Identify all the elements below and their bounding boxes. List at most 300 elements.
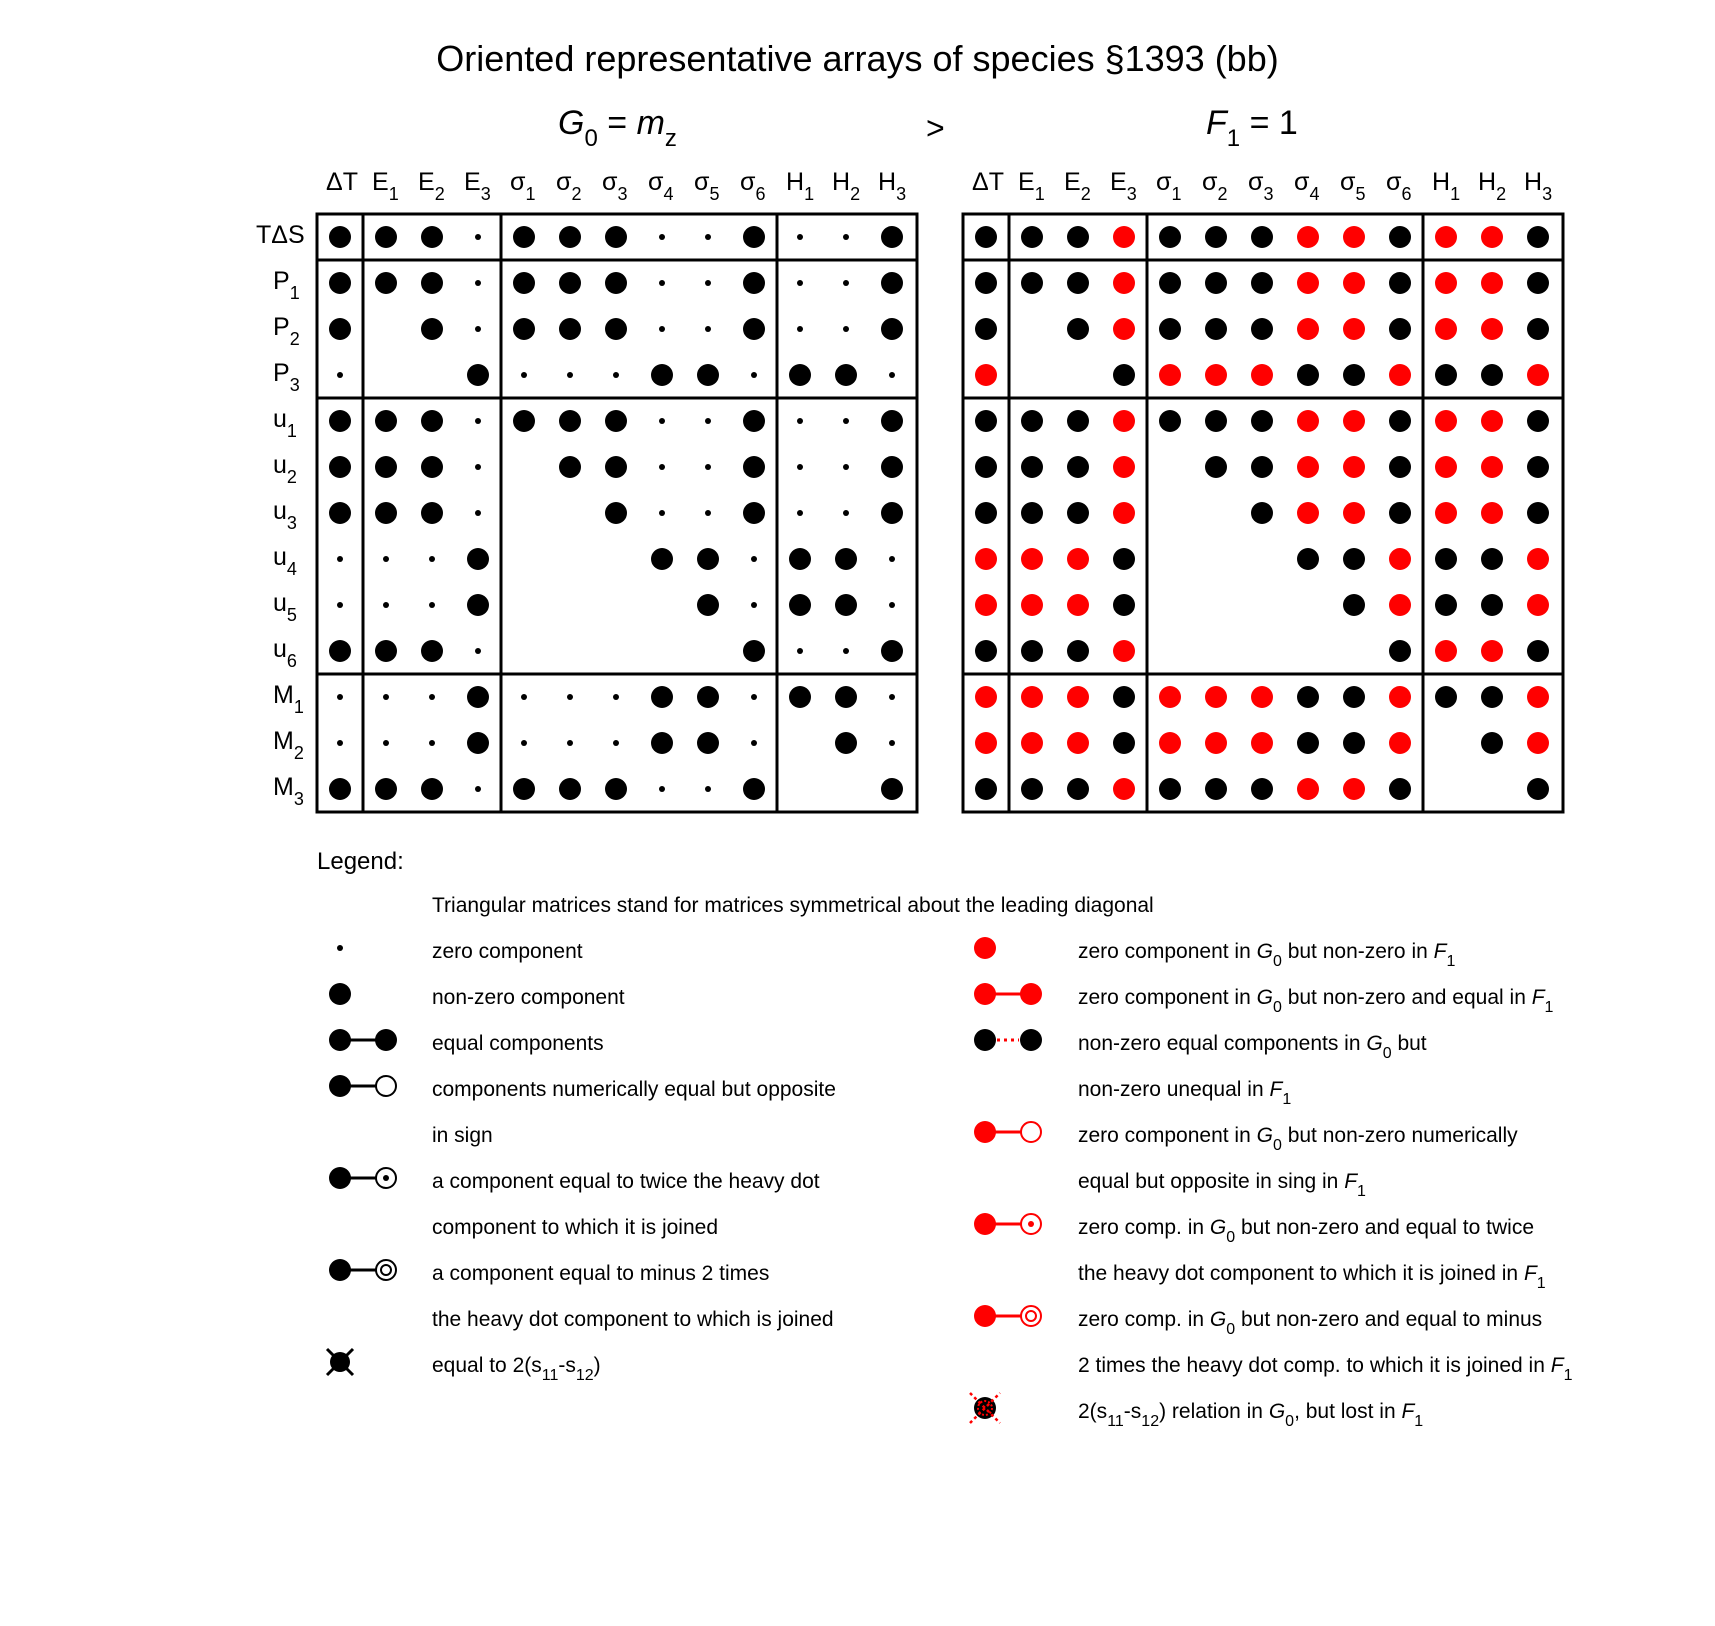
nonzero-dot bbox=[559, 272, 581, 294]
nonzero-dot bbox=[1481, 732, 1503, 754]
red-dot bbox=[1021, 548, 1043, 570]
comparison-symbol: > bbox=[926, 110, 945, 146]
zero-dot bbox=[705, 326, 711, 332]
nonzero-dot bbox=[975, 410, 997, 432]
red-twice-center-dot bbox=[1028, 1221, 1034, 1227]
zero-dot bbox=[797, 648, 803, 654]
nonzero-dot bbox=[513, 410, 535, 432]
left-matrix-heading: $G_0 = m_z$ bbox=[558, 104, 677, 152]
red-dot bbox=[1389, 364, 1411, 386]
nonzero-dot bbox=[835, 364, 857, 386]
red-dot bbox=[1481, 456, 1503, 478]
zero-dot bbox=[613, 372, 619, 378]
nonzero-dot bbox=[559, 226, 581, 248]
nonzero-dot bbox=[375, 778, 397, 800]
right-matrix-heading: $F_1 = 1$ bbox=[1206, 104, 1298, 152]
red-dot bbox=[1527, 364, 1549, 386]
zero-dot bbox=[843, 418, 849, 424]
label-text: E bbox=[418, 168, 435, 196]
nonzero-dot bbox=[1159, 272, 1181, 294]
red-dot bbox=[1389, 686, 1411, 708]
nonzero-dot bbox=[1205, 226, 1227, 248]
red-dot bbox=[1159, 364, 1181, 386]
label-text: ΔT bbox=[326, 168, 358, 196]
zero-dot bbox=[567, 372, 573, 378]
red-dot bbox=[1297, 318, 1319, 340]
nonzero-dot bbox=[329, 318, 351, 340]
label-text: H bbox=[1478, 168, 1497, 196]
nonzero-dot bbox=[1113, 364, 1135, 386]
nonzero-dot bbox=[1527, 640, 1549, 662]
nonzero-dot bbox=[975, 502, 997, 524]
label-text: TΔS bbox=[256, 221, 305, 249]
nonzero-dot bbox=[605, 226, 627, 248]
red-dot bbox=[975, 732, 997, 754]
red-dot bbox=[1205, 732, 1227, 754]
nonzero-dot bbox=[1343, 548, 1365, 570]
label-sub: 3 bbox=[480, 184, 491, 204]
nonzero-dot bbox=[789, 594, 811, 616]
label-text: E bbox=[1018, 168, 1035, 196]
nonzero-dot bbox=[975, 318, 997, 340]
nonzero-dot bbox=[1527, 456, 1549, 478]
label-text: P bbox=[273, 267, 290, 295]
legend-zero: zero component bbox=[432, 940, 583, 963]
nonzero-dot bbox=[697, 594, 719, 616]
nonzero-dot bbox=[975, 640, 997, 662]
zero-dot bbox=[889, 740, 895, 746]
legend-red-zero: zero component in $G_0$ but non-zero in $F_1$ bbox=[1078, 940, 1456, 970]
nonzero-dot bbox=[743, 778, 765, 800]
legend-minus2-1: a component equal to minus 2 times bbox=[432, 1262, 770, 1285]
label-text: P bbox=[273, 359, 290, 387]
red-dot bbox=[1021, 594, 1043, 616]
red-dot bbox=[1527, 594, 1549, 616]
nonzero-dot bbox=[329, 640, 351, 662]
zero-dot bbox=[521, 740, 527, 746]
zero-dot bbox=[475, 418, 481, 424]
lost-equal-symbol bbox=[1020, 1029, 1042, 1051]
nonzero-dot bbox=[1159, 778, 1181, 800]
label-sub: 3 bbox=[896, 184, 907, 204]
red-dot bbox=[1021, 686, 1043, 708]
label-sub: 1 bbox=[525, 184, 536, 204]
label-text: E bbox=[1064, 168, 1081, 196]
red-dot bbox=[1481, 318, 1503, 340]
nonzero-dot bbox=[1113, 594, 1135, 616]
label-sub: 3 bbox=[1263, 184, 1274, 204]
nonzero-dot bbox=[975, 456, 997, 478]
label-sub: 1 bbox=[1171, 184, 1182, 204]
nonzero-dot bbox=[881, 226, 903, 248]
nonzero-dot bbox=[697, 548, 719, 570]
red-dot bbox=[1159, 732, 1181, 754]
legend-s11: equal to $2(s_{11}-s_{12})$ bbox=[432, 1354, 601, 1384]
label-sub: 2 bbox=[571, 184, 582, 204]
nonzero-dot bbox=[559, 778, 581, 800]
zero-dot bbox=[429, 602, 435, 608]
nonzero-dot bbox=[1021, 272, 1043, 294]
zero-dot bbox=[705, 464, 711, 470]
label-text: M bbox=[273, 727, 294, 755]
lost-equal-symbol bbox=[974, 1029, 996, 1051]
red-dot bbox=[1067, 548, 1089, 570]
red-dot bbox=[1481, 640, 1503, 662]
red-zero-symbol bbox=[974, 937, 996, 959]
label-text: u bbox=[273, 543, 287, 571]
red-dot bbox=[1159, 686, 1181, 708]
nonzero-dot bbox=[697, 364, 719, 386]
legend-equal: equal components bbox=[432, 1032, 604, 1055]
nonzero-dot bbox=[375, 640, 397, 662]
red-dot bbox=[1113, 410, 1135, 432]
label-text: E bbox=[372, 168, 389, 196]
nonzero-dot bbox=[1389, 640, 1411, 662]
red-dot bbox=[975, 686, 997, 708]
zero-dot bbox=[889, 694, 895, 700]
nonzero-dot bbox=[1527, 226, 1549, 248]
zero-dot bbox=[797, 464, 803, 470]
nonzero-dot bbox=[1067, 502, 1089, 524]
nonzero-dot bbox=[1389, 318, 1411, 340]
red-dot bbox=[1389, 548, 1411, 570]
nonzero-dot bbox=[697, 732, 719, 754]
legend-s11-lost: $2(s_{11}-s_{12})$ relation in $G_0$, but lost in $F_1$ bbox=[1078, 1400, 1424, 1430]
label-text: ΔT bbox=[972, 168, 1004, 196]
nonzero-dot bbox=[1297, 364, 1319, 386]
legend-red-equal: zero component in $G_0$ but non-zero and equal in $F_1$ bbox=[1078, 986, 1554, 1016]
nonzero-dot bbox=[975, 272, 997, 294]
nonzero-dot bbox=[605, 272, 627, 294]
label-sub: 4 bbox=[286, 559, 297, 579]
nonzero-dot bbox=[1205, 456, 1227, 478]
nonzero-dot bbox=[605, 502, 627, 524]
nonzero-dot bbox=[1343, 364, 1365, 386]
red-opposite-symbol bbox=[974, 1121, 996, 1143]
zero-dot bbox=[797, 280, 803, 286]
legend-red-minus2-1: zero comp. in $G_0$ but non-zero and equal to minus bbox=[1078, 1308, 1543, 1338]
red-dot bbox=[1251, 686, 1273, 708]
nonzero-dot bbox=[467, 732, 489, 754]
zero-dot bbox=[383, 740, 389, 746]
zero-dot bbox=[705, 234, 711, 240]
zero-dot bbox=[475, 234, 481, 240]
zero-dot bbox=[659, 234, 665, 240]
zero-dot bbox=[843, 234, 849, 240]
nonzero-dot bbox=[651, 686, 673, 708]
red-dot bbox=[1481, 410, 1503, 432]
red-dot bbox=[1343, 318, 1365, 340]
nonzero-dot bbox=[1527, 502, 1549, 524]
label-sub: 1 bbox=[804, 184, 815, 204]
label-sub: 6 bbox=[755, 184, 766, 204]
nonzero-dot bbox=[1159, 318, 1181, 340]
zero-dot bbox=[475, 464, 481, 470]
nonzero-dot bbox=[835, 732, 857, 754]
nonzero-dot bbox=[1343, 732, 1365, 754]
red-dot bbox=[1205, 686, 1227, 708]
zero-dot bbox=[843, 648, 849, 654]
zero-dot bbox=[475, 510, 481, 516]
nonzero-dot bbox=[605, 410, 627, 432]
nonzero-dot bbox=[375, 272, 397, 294]
nonzero-dot bbox=[651, 732, 673, 754]
nonzero-dot bbox=[1021, 502, 1043, 524]
page-title: Oriented representative arrays of species §1393 (bb) bbox=[436, 38, 1279, 79]
zero-dot bbox=[751, 556, 757, 562]
nonzero-dot bbox=[375, 226, 397, 248]
equal-symbol bbox=[375, 1029, 397, 1051]
label-sub: 1 bbox=[388, 184, 399, 204]
nonzero-dot bbox=[513, 272, 535, 294]
red-dot bbox=[1343, 502, 1365, 524]
red-dot bbox=[1297, 272, 1319, 294]
nonzero-dot bbox=[1251, 778, 1273, 800]
label-text: H bbox=[1432, 168, 1451, 196]
red-dot bbox=[1343, 226, 1365, 248]
nonzero-dot bbox=[1343, 686, 1365, 708]
label-text: σ bbox=[1294, 168, 1310, 196]
nonzero-dot bbox=[421, 456, 443, 478]
nonzero-dot bbox=[1067, 410, 1089, 432]
nonzero-dot bbox=[1251, 410, 1273, 432]
red-dot bbox=[1021, 732, 1043, 754]
red-dot bbox=[1113, 778, 1135, 800]
zero-dot bbox=[475, 326, 481, 332]
nonzero-dot bbox=[1159, 226, 1181, 248]
red-dot bbox=[1113, 456, 1135, 478]
nonzero-dot bbox=[1527, 272, 1549, 294]
red-dot bbox=[1297, 226, 1319, 248]
nonzero-dot bbox=[1067, 640, 1089, 662]
zero-dot bbox=[659, 418, 665, 424]
red-dot bbox=[975, 364, 997, 386]
zero-dot bbox=[659, 510, 665, 516]
label-sub: 2 bbox=[286, 467, 297, 487]
label-sub: 4 bbox=[663, 184, 674, 204]
nonzero-dot bbox=[1021, 456, 1043, 478]
red-twice-symbol bbox=[974, 1213, 996, 1235]
nonzero-dot bbox=[1205, 272, 1227, 294]
nonzero-dot bbox=[513, 226, 535, 248]
zero-dot bbox=[843, 280, 849, 286]
nonzero-dot bbox=[1251, 456, 1273, 478]
nonzero-dot bbox=[1435, 594, 1457, 616]
zero-dot bbox=[475, 648, 481, 654]
red-dot bbox=[975, 548, 997, 570]
label-sub: 3 bbox=[289, 375, 300, 395]
legend-red-minus2-2: 2 times the heavy dot comp. to which it is joined in $F_1$ bbox=[1078, 1354, 1573, 1384]
nonzero-dot bbox=[1297, 548, 1319, 570]
nonzero-dot bbox=[743, 640, 765, 662]
nonzero-dot bbox=[1389, 456, 1411, 478]
red-dot bbox=[1435, 226, 1457, 248]
label-sub: 6 bbox=[1401, 184, 1412, 204]
zero-dot bbox=[567, 694, 573, 700]
legend-lost-equal-2: non-zero unequal in $F_1$ bbox=[1078, 1078, 1292, 1108]
label-sub: 1 bbox=[286, 421, 297, 441]
nonzero-dot bbox=[1389, 502, 1411, 524]
zero-dot bbox=[843, 464, 849, 470]
nonzero-dot bbox=[467, 364, 489, 386]
nonzero-dot bbox=[559, 410, 581, 432]
red-dot bbox=[1067, 732, 1089, 754]
zero-dot bbox=[705, 786, 711, 792]
nonzero-dot bbox=[881, 410, 903, 432]
nonzero-dot bbox=[329, 502, 351, 524]
nonzero-dot bbox=[835, 594, 857, 616]
label-text: E bbox=[1110, 168, 1127, 196]
red-dot bbox=[1481, 226, 1503, 248]
nonzero-dot bbox=[375, 502, 397, 524]
nonzero-dot bbox=[881, 778, 903, 800]
nonzero-dot bbox=[421, 226, 443, 248]
label-sub: 1 bbox=[1034, 184, 1045, 204]
nonzero-dot bbox=[743, 502, 765, 524]
legend-red-opposite-2: equal but opposite in sing in $F_1$ bbox=[1078, 1170, 1366, 1200]
legend-note: Triangular matrices stand for matrices symmetrical about the leading diagonal bbox=[432, 894, 1154, 917]
label-sub: 5 bbox=[709, 184, 720, 204]
nonzero-dot bbox=[835, 686, 857, 708]
nonzero-dot bbox=[559, 456, 581, 478]
red-dot bbox=[1481, 502, 1503, 524]
red-equal-symbol bbox=[974, 983, 996, 1005]
label-text: E bbox=[464, 168, 481, 196]
nonzero-dot bbox=[1067, 318, 1089, 340]
nonzero-dot bbox=[1113, 548, 1135, 570]
label-text: σ bbox=[602, 168, 618, 196]
minus2-symbol bbox=[329, 1259, 351, 1281]
label-text: M bbox=[273, 773, 294, 801]
nonzero-dot bbox=[605, 456, 627, 478]
label-sub: 1 bbox=[1450, 184, 1461, 204]
red-dot bbox=[1527, 548, 1549, 570]
red-dot bbox=[1113, 226, 1135, 248]
nonzero-dot bbox=[881, 640, 903, 662]
zero-dot bbox=[383, 556, 389, 562]
nonzero-dot bbox=[467, 594, 489, 616]
label-text: P bbox=[273, 313, 290, 341]
label-sub: 2 bbox=[293, 743, 304, 763]
red-dot bbox=[1343, 778, 1365, 800]
legend-twice-2: component to which it is joined bbox=[432, 1216, 718, 1239]
nonzero-dot bbox=[1067, 226, 1089, 248]
label-sub: 2 bbox=[1217, 184, 1228, 204]
red-dot bbox=[1297, 410, 1319, 432]
nonzero-dot bbox=[329, 456, 351, 478]
nonzero-dot bbox=[975, 226, 997, 248]
zero-dot bbox=[751, 602, 757, 608]
red-opposite-hollow-symbol bbox=[1021, 1122, 1041, 1142]
red-dot bbox=[975, 594, 997, 616]
red-dot bbox=[1435, 410, 1457, 432]
label-text: M bbox=[273, 681, 294, 709]
nonzero-dot bbox=[1435, 686, 1457, 708]
nonzero-dot bbox=[1527, 318, 1549, 340]
nonzero-dot bbox=[1435, 364, 1457, 386]
nonzero-dot bbox=[1159, 410, 1181, 432]
label-text: u bbox=[273, 451, 287, 479]
nonzero-dot bbox=[1251, 502, 1273, 524]
red-dot bbox=[1435, 318, 1457, 340]
nonzero-dot bbox=[1067, 456, 1089, 478]
nonzero-dot bbox=[1251, 318, 1273, 340]
label-text: σ bbox=[694, 168, 710, 196]
nonzero-dot bbox=[1297, 686, 1319, 708]
nonzero-dot bbox=[513, 778, 535, 800]
nonzero-dot bbox=[421, 778, 443, 800]
red-dot bbox=[1113, 318, 1135, 340]
red-dot bbox=[1113, 272, 1135, 294]
zero-dot bbox=[659, 464, 665, 470]
nonzero-dot bbox=[421, 272, 443, 294]
label-text: σ bbox=[1386, 168, 1402, 196]
nonzero-dot bbox=[1205, 318, 1227, 340]
red-dot bbox=[1389, 594, 1411, 616]
red-dot bbox=[1113, 640, 1135, 662]
twice-center-dot bbox=[383, 1175, 389, 1181]
nonzero-dot bbox=[1389, 410, 1411, 432]
legend-heading: Legend: bbox=[317, 848, 404, 875]
zero-dot bbox=[751, 372, 757, 378]
nonzero-dot bbox=[329, 272, 351, 294]
zero-dot bbox=[889, 372, 895, 378]
nonzero-dot bbox=[881, 456, 903, 478]
zero-dot bbox=[429, 694, 435, 700]
zero-dot bbox=[751, 694, 757, 700]
legend-twice-1: a component equal to twice the heavy dot bbox=[432, 1170, 820, 1193]
label-text: H bbox=[786, 168, 805, 196]
nonzero-dot bbox=[1343, 594, 1365, 616]
nonzero-dot bbox=[1251, 226, 1273, 248]
twice-symbol bbox=[329, 1167, 351, 1189]
nonzero-dot bbox=[329, 778, 351, 800]
label-sub: 2 bbox=[850, 184, 861, 204]
nonzero-dot bbox=[743, 456, 765, 478]
nonzero-dot bbox=[513, 318, 535, 340]
nonzero-dot bbox=[1205, 778, 1227, 800]
nonzero-dot bbox=[651, 364, 673, 386]
zero-dot bbox=[797, 418, 803, 424]
zero-dot bbox=[797, 234, 803, 240]
legend-opposite-1: components numerically equal but opposite bbox=[432, 1078, 836, 1101]
label-text: u bbox=[273, 497, 287, 525]
nonzero-dot bbox=[1021, 778, 1043, 800]
nonzero-dot bbox=[329, 226, 351, 248]
zero-dot bbox=[659, 326, 665, 332]
red-dot bbox=[1343, 272, 1365, 294]
nonzero-dot bbox=[1389, 272, 1411, 294]
nonzero-dot bbox=[375, 456, 397, 478]
zero-dot bbox=[429, 740, 435, 746]
zero-dot bbox=[705, 510, 711, 516]
equal-symbol bbox=[329, 1029, 351, 1051]
nonzero-dot bbox=[1021, 226, 1043, 248]
label-text: u bbox=[273, 589, 287, 617]
nonzero-dot bbox=[1527, 410, 1549, 432]
label-text: H bbox=[1524, 168, 1543, 196]
opposite-hollow-symbol bbox=[376, 1076, 396, 1096]
zero-dot bbox=[889, 556, 895, 562]
label-text: H bbox=[878, 168, 897, 196]
nonzero-dot bbox=[1527, 778, 1549, 800]
label-text: H bbox=[832, 168, 851, 196]
minus2-inner-ring bbox=[381, 1265, 391, 1275]
nonzero-dot bbox=[697, 686, 719, 708]
label-sub: 2 bbox=[1496, 184, 1507, 204]
nonzero-dot bbox=[1297, 732, 1319, 754]
zero-dot bbox=[889, 602, 895, 608]
